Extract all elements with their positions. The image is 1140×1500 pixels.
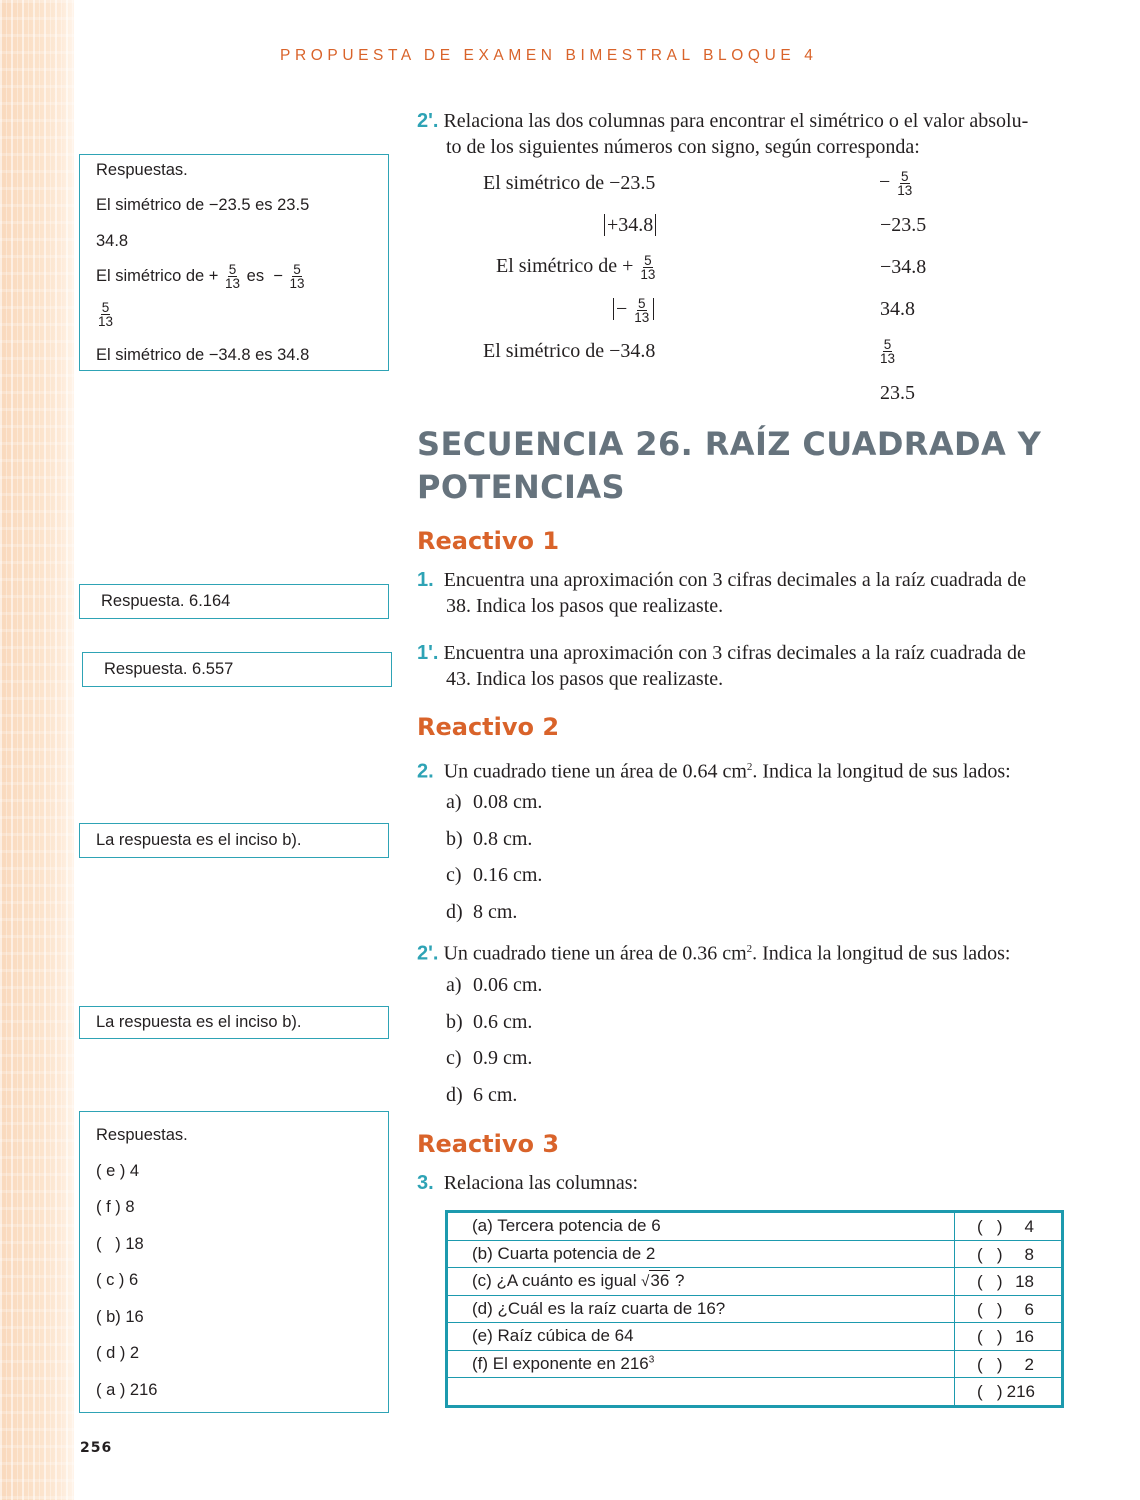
- table-row: [447, 1295, 1063, 1323]
- cell-text: (c) ¿A cuánto es igual: [472, 1271, 637, 1291]
- match-left-item: El simétrico de −34.8: [483, 340, 656, 362]
- fraction: [640, 254, 655, 281]
- table-row: [447, 1240, 1063, 1268]
- match-right-item: 34.8: [880, 298, 915, 320]
- option-letter: c): [446, 864, 462, 886]
- option-text: 0.08 cm.: [473, 791, 543, 813]
- answer-line: El simétrico de −23.5 es 23.5: [96, 196, 310, 214]
- match-left-item: [613, 297, 654, 324]
- answer-box-reactivo2-q2p: [79, 1006, 389, 1039]
- question-2p: [417, 108, 1067, 160]
- question-number: 1'.: [417, 642, 439, 664]
- answer-blank: ( ): [977, 1382, 1003, 1401]
- denominator: 13: [897, 183, 913, 198]
- question-text: Relaciona las columnas:: [443, 1172, 639, 1194]
- option-letter: b): [446, 828, 463, 850]
- table-cell-right: [955, 1350, 1063, 1378]
- decorative-margin-strip: [0, 0, 74, 1500]
- question-text: Encuentra una aproximación con 3 cifras decimales a la raíz cuadrada de: [443, 642, 1026, 664]
- answer-item: ( c ) 6: [96, 1271, 139, 1289]
- answer-box-symmetric: [79, 154, 389, 371]
- table-value: 6: [1024, 1299, 1034, 1319]
- answer-item: ( f ) 8: [96, 1198, 135, 1216]
- answer-text: La respuesta es el inciso b).: [96, 1013, 302, 1031]
- table-cell-right: [955, 1212, 1063, 1241]
- answer-item: ( e ) 4: [96, 1162, 140, 1180]
- table-row: [447, 1212, 1063, 1241]
- match-left-item: El simétrico de −23.5: [483, 172, 656, 194]
- option-letter: b): [446, 1011, 463, 1033]
- match-right-item: [879, 170, 914, 197]
- option-a: [446, 974, 542, 997]
- question-text: Un cuadrado tiene un área de 0.36 cm: [443, 942, 747, 965]
- match-text: El simétrico de +: [496, 255, 634, 278]
- table-cell-left: (e) Raíz cúbica de 64: [447, 1323, 955, 1351]
- answer-item: ( ) 18: [96, 1235, 144, 1253]
- question-text: to de los siguientes números con signo, según corresponda:: [446, 136, 920, 158]
- option-c: [446, 1047, 532, 1070]
- page-number: 256: [80, 1440, 113, 1456]
- sqrt-radicand: 36: [650, 1271, 670, 1291]
- table-value: 2: [1024, 1354, 1034, 1374]
- superscript: 2: [746, 943, 753, 955]
- answer-line: El simétrico de −34.8 es 34.8: [96, 346, 310, 364]
- table-row: [447, 1268, 1063, 1296]
- answer-text: es: [246, 266, 265, 285]
- denominator: 13: [640, 267, 656, 282]
- option-text: 0.6 cm.: [473, 1011, 533, 1033]
- matching-table: [445, 1210, 1064, 1408]
- table-row: [447, 1323, 1063, 1351]
- reactivo-1-heading: Reactivo 1: [417, 527, 560, 555]
- option-text: 0.8 cm.: [473, 828, 533, 850]
- fraction: [634, 297, 649, 324]
- denominator: 13: [98, 314, 114, 329]
- table-cell-left: (d) ¿Cuál es la raíz cuarta de 16?: [447, 1295, 955, 1323]
- denominator: 13: [634, 310, 650, 325]
- table-value: 16: [1015, 1327, 1034, 1346]
- option-letter: c): [446, 1047, 462, 1069]
- answer-box-reactivo3: [79, 1111, 389, 1413]
- answer-blank: ( ): [977, 1244, 1003, 1264]
- section-title: [417, 423, 1057, 509]
- minus-sign: −: [616, 298, 628, 321]
- superscript: 2: [746, 761, 753, 773]
- option-c: [446, 864, 542, 887]
- question-text: Relaciona las dos columnas para encontrar el simétrico o el valor absolu-: [443, 110, 1029, 132]
- match-right-item: 23.5: [880, 382, 915, 404]
- table-cell-left: (a) Tercera potencia de 6: [447, 1212, 955, 1241]
- fraction: [897, 170, 912, 197]
- question-number: 1.: [417, 569, 434, 591]
- match-right-item: [878, 338, 897, 365]
- absolute-value: [613, 296, 654, 325]
- fraction: [880, 338, 895, 365]
- table-cell-left: (b) Cuarta potencia de 2: [447, 1240, 955, 1268]
- question-2: [417, 754, 1067, 785]
- table-value: 8: [1024, 1244, 1034, 1264]
- question-1: [417, 567, 1067, 619]
- minus-sign: −: [273, 266, 283, 285]
- numerator: 5: [883, 337, 892, 352]
- answer-line-fraction: [96, 263, 307, 290]
- table-cell-left: [447, 1350, 955, 1378]
- table-cell-left: [447, 1378, 955, 1407]
- question-2p-area: [417, 936, 1067, 967]
- denominator: 13: [225, 276, 241, 291]
- answer-item: ( d ) 2: [96, 1344, 140, 1362]
- table-cell-right: [955, 1378, 1063, 1407]
- answer-text: Respuesta. 6.557: [104, 660, 234, 678]
- numerator: 5: [644, 253, 652, 268]
- cell-text: ?: [675, 1271, 685, 1291]
- answer-box-title: Respuestas.: [96, 161, 188, 179]
- table-value: 4: [1024, 1217, 1034, 1236]
- option-b: [446, 1011, 532, 1034]
- question-text: 43. Indica los pasos que realizaste.: [446, 668, 724, 690]
- answer-blank: ( ): [977, 1217, 1003, 1236]
- question-1p: [417, 640, 1067, 692]
- minus-sign: −: [879, 171, 891, 194]
- option-text: 0.16 cm.: [473, 864, 543, 886]
- option-letter: a): [446, 974, 462, 996]
- option-a: [446, 791, 542, 814]
- option-b: [446, 828, 532, 851]
- numerator: 5: [293, 262, 301, 277]
- answer-box-title: Respuestas.: [96, 1126, 188, 1144]
- cell-text: (f) El exponente en 216: [472, 1353, 649, 1373]
- numerator: 5: [101, 300, 110, 315]
- question-3: [417, 1170, 1067, 1196]
- table-cell-right: [955, 1295, 1063, 1323]
- table-cell-right: [955, 1323, 1063, 1351]
- table-cell-right: [955, 1240, 1063, 1268]
- option-text: 0.9 cm.: [473, 1047, 533, 1069]
- denominator: 13: [880, 351, 896, 366]
- option-text: 6 cm.: [473, 1084, 518, 1106]
- question-text: Un cuadrado tiene un área de 0.64 cm: [443, 760, 747, 783]
- table-cell-left: (c) ¿A cuánto es igual √36 ?: [447, 1268, 955, 1296]
- table-value: 216: [1006, 1382, 1035, 1401]
- answer-blank: ( ): [977, 1354, 1003, 1374]
- option-letter: d): [446, 901, 463, 923]
- question-text: 38. Indica los pasos que realizaste.: [446, 595, 724, 617]
- superscript: 3: [648, 1354, 655, 1366]
- question-text: Encuentra una aproximación con 3 cifras decimales a la raíz cuadrada de: [443, 569, 1027, 591]
- section-title-line: SECUENCIA 26. RAÍZ CUADRADA Y: [417, 425, 1042, 463]
- match-right-item: −34.8: [880, 256, 927, 278]
- answer-line: 34.8: [96, 232, 129, 250]
- table-value: 18: [1015, 1272, 1034, 1291]
- answer-line-fraction: [96, 301, 115, 328]
- answer-text: Respuesta. 6.164: [101, 592, 231, 610]
- answer-box-reactivo1-q1p: [82, 652, 392, 687]
- match-right-item: −23.5: [880, 214, 927, 236]
- option-letter: a): [446, 791, 462, 813]
- answer-box-reactivo2-q2: [79, 823, 389, 858]
- question-number: 2'.: [417, 110, 439, 132]
- question-text: . Indica la longitud de sus lados:: [752, 942, 1011, 965]
- match-left-item: [496, 254, 657, 281]
- fraction: [289, 263, 304, 290]
- option-d: [446, 1084, 517, 1107]
- table-cell-right: [955, 1268, 1063, 1296]
- table-row: [447, 1350, 1063, 1378]
- question-number: 3.: [417, 1172, 434, 1194]
- question-number: 2.: [417, 760, 434, 783]
- numerator: 5: [228, 262, 237, 277]
- absolute-value: +34.8: [604, 214, 656, 236]
- option-text: 8 cm.: [473, 901, 518, 923]
- page-header: PROPUESTA DE EXAMEN BIMESTRAL BLOQUE 4: [280, 47, 818, 64]
- answer-item: ( a ) 216: [96, 1381, 158, 1399]
- answer-text: El simétrico de +: [96, 266, 219, 285]
- numerator: 5: [901, 169, 909, 184]
- match-left-item: [604, 214, 656, 237]
- question-text: . Indica la longitud de sus lados:: [752, 760, 1011, 783]
- reactivo-3-heading: Reactivo 3: [417, 1130, 560, 1158]
- fraction: [225, 263, 240, 290]
- numerator: 5: [638, 296, 646, 311]
- question-number: 2'.: [417, 942, 439, 965]
- answer-box-reactivo1-q1: [79, 584, 389, 619]
- option-letter: d): [446, 1084, 463, 1106]
- option-d: [446, 901, 517, 924]
- answer-blank: ( ): [977, 1299, 1003, 1319]
- reactivo-2-heading: Reactivo 2: [417, 713, 560, 741]
- answer-item: ( b) 16: [96, 1308, 144, 1326]
- denominator: 13: [289, 276, 305, 291]
- fraction: [98, 301, 113, 328]
- option-text: 0.06 cm.: [473, 974, 543, 996]
- table-row: [447, 1378, 1063, 1407]
- answer-blank: ( ): [977, 1327, 1003, 1346]
- answer-text: La respuesta es el inciso b).: [96, 831, 302, 849]
- section-title-line: POTENCIAS: [417, 468, 625, 506]
- answer-blank: ( ): [977, 1272, 1003, 1291]
